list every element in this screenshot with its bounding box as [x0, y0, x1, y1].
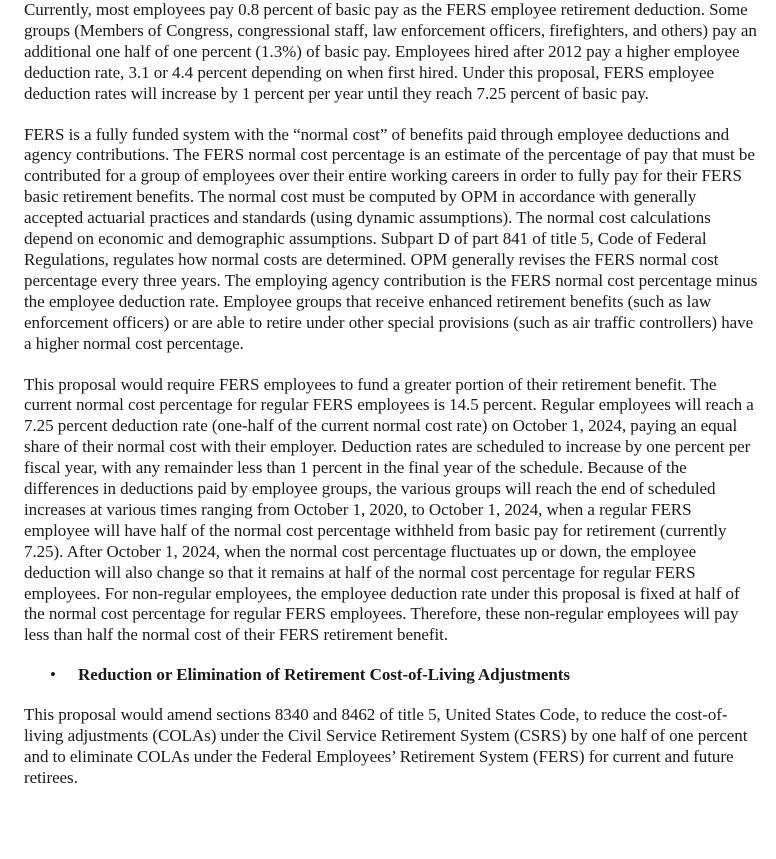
- paragraph-employee-deductions: Currently, most employees pay 0.8 percent of basic pay as the FERS employee retirement deduction. Some groups (Members of Congress, congressional staff, law enforcement officers, firefighters, and others) pay an additional one half of one percent (1.3%) of basic pay. Employees hired after 2012 pay a higher employee deduction rate, 3.1 or 4.4 percent depending on when first hired. Under this proposal, FERS employee deduction rates will increase by 1 percent per year until they reach 7.25 percent of basic pay.: [24, 0, 757, 103]
- document-page: [24, 0, 759, 789]
- section-heading: Reduction or Elimination of Retirement Cost-of-Living Adjustments: [78, 665, 570, 685]
- section-bullet-heading: [24, 665, 759, 686]
- bullet-point-icon: •: [50, 665, 56, 685]
- paragraph-cola-proposal: This proposal would amend sections 8340 and 8462 of title 5, United States Code, to reduce the cost-of-living adjustments (COLAs) under the Civil Service Retirement System (CSRS) by one half of one percent and to eliminate COLAs under the Federal Employees’ Retirement System (FERS) for current and future retirees.: [24, 705, 748, 787]
- paragraph-fers-normal-cost: FERS is a fully funded system with the “normal cost” of benefits paid through employee deductions and agency contributions. The FERS normal cost percentage is an estimate of the percentage of pay that must be contributed for a group of employees over their entire working careers in order to fully pay for their FERS basic retirement benefits. The normal cost must be computed by OPM in accordance with generally accepted actuarial practices and standards (using dynamic assumptions). The normal cost calculations depend on economic and demographic assumptions. Subpart D of part 841 of title 5, Code of Federal Regulations, regulates how normal costs are determined. OPM generally revises the FERS normal cost percentage every three years. The employing agency contribution is the FERS normal cost percentage minus the employee deduction rate. Employee groups that receive enhanced retirement benefits (such as law enforcement officers) or are able to retire under other special provisions (such as air traffic controllers) have a higher normal cost percentage.: [24, 124, 758, 353]
- paragraph-proposal-funding: This proposal would require FERS employees to fund a greater portion of their retirement benefit. The current normal cost percentage for regular FERS employees is 14.5 percent. Regular employees will reach a 7.25 percent deduction rate (one-half of the current normal cost rate) on October 1, 2024, paying an equal share of their normal cost with their employer. Deduction rates are scheduled to increase by one percent per fiscal year, with any remainder less than 1 percent in the final year of the schedule. Because of the differences in deductions paid by employee groups, the various groups will reach the end of scheduled increases at various times ranging from October 1, 2020, to October 1, 2024, when a regular FERS employee will have half of the normal cost percentage withheld from basic pay for retirement (currently 7.25). After October 1, 2024, when the normal cost percentage fluctuates up or down, the employee deduction will also change so that it remains at half of the normal cost percentage for regular FERS employees. For non-regular employees, the employee deduction rate under this proposal is fixed at half of the normal cost percentage for regular FERS employees. Therefore, these non-regular employees will pay less than half the normal cost of their FERS retirement benefit.: [24, 374, 754, 645]
